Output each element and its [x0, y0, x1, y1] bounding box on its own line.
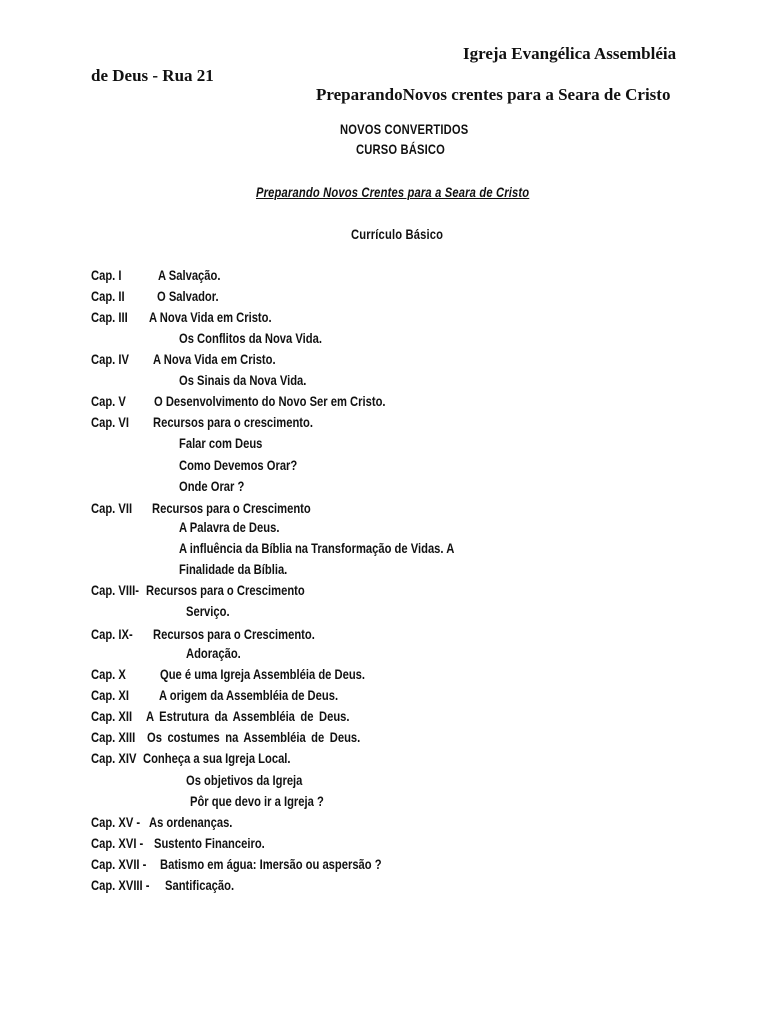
- title-novos-convertidos: NOVOS CONVERTIDOS: [340, 121, 469, 137]
- chapter-subtopic: Onde Orar ?: [179, 478, 245, 494]
- chapter-number: Cap. XVIII -: [91, 877, 150, 893]
- chapter-subtopic: Adoração.: [186, 645, 241, 661]
- chapter-title: A Salvação.: [158, 267, 221, 283]
- chapter-title: Santificação.: [165, 877, 235, 893]
- chapter-subtopic: Como Devemos Orar?: [179, 457, 298, 473]
- chapter-title: A Nova Vida em Cristo.: [149, 309, 272, 325]
- chapter-subtopic: A Palavra de Deus.: [179, 519, 280, 535]
- chapter-number: Cap. XIII: [91, 729, 136, 745]
- church-address: de Deus - Rua 21: [91, 66, 214, 85]
- chapter-title: A Estrutura da Assembléia de Deus.: [146, 708, 350, 724]
- chapter-title: Batismo em água: Imersão ou aspersão ?: [160, 856, 382, 872]
- chapter-title: Recursos para o crescimento.: [153, 414, 313, 430]
- chapter-title: Sustento Financeiro.: [154, 835, 265, 851]
- chapter-number: Cap. XVII -: [91, 856, 147, 872]
- header-slogan: PreparandoNovos crentes para a Seara de Cristo: [316, 85, 671, 104]
- chapter-number: Cap. X: [91, 666, 126, 682]
- title-curso-basico: CURSO BÁSICO: [356, 141, 446, 157]
- chapter-subtopic: Serviço.: [186, 603, 230, 619]
- chapter-title: A Nova Vida em Cristo.: [153, 351, 276, 367]
- chapter-number: Cap. XIV: [91, 750, 137, 766]
- chapter-number: Cap. XVI -: [91, 835, 144, 851]
- chapter-number: Cap. V: [91, 393, 126, 409]
- chapter-subtopic: Finalidade da Bíblia.: [179, 561, 288, 577]
- church-name: Igreja Evangélica Assembléia: [463, 44, 677, 63]
- chapter-number: Cap. II: [91, 288, 125, 304]
- chapter-title: Recursos para o Crescimento.: [153, 626, 315, 642]
- chapter-title: Conheça a sua Igreja Local.: [143, 750, 291, 766]
- chapter-number: Cap. XV -: [91, 814, 141, 830]
- chapter-subtopic: Os Sinais da Nova Vida.: [179, 372, 307, 388]
- chapter-subtopic: A influência da Bíblia na Transformação de Vidas. A: [179, 540, 455, 556]
- subtitle: Preparando Novos Crentes para a Seara de Cristo: [256, 184, 530, 200]
- chapter-subtopic: Falar com Deus: [179, 435, 263, 451]
- chapter-number: Cap. IX-: [91, 626, 133, 642]
- chapter-number: Cap. XII: [91, 708, 133, 724]
- chapter-title: Recursos para o Crescimento: [152, 500, 311, 516]
- section-curriculo: Currículo Básico: [351, 226, 444, 242]
- chapter-number: Cap. III: [91, 309, 128, 325]
- chapter-title: A origem da Assembléia de Deus.: [159, 687, 339, 703]
- chapter-number: Cap. VIII-: [91, 582, 139, 598]
- chapter-number: Cap. IV: [91, 351, 129, 367]
- chapter-subtopic: Os objetivos da Igreja: [186, 772, 303, 788]
- chapter-subtopic: Pôr que devo ir a Igreja ?: [190, 793, 324, 809]
- chapter-title: Os costumes na Assembléia de Deus.: [147, 729, 361, 745]
- chapter-title: O Salvador.: [157, 288, 219, 304]
- chapter-number: Cap. VII: [91, 500, 133, 516]
- chapter-title: Recursos para o Crescimento: [146, 582, 305, 598]
- chapter-title: O Desenvolvimento do Novo Ser em Cristo.: [154, 393, 386, 409]
- chapter-title: Que é uma Igreja Assembléia de Deus.: [160, 666, 366, 682]
- chapter-title: As ordenanças.: [149, 814, 233, 830]
- chapter-number: Cap. VI: [91, 414, 129, 430]
- chapter-subtopic: Os Conflitos da Nova Vida.: [179, 330, 322, 346]
- chapter-number: Cap. XI: [91, 687, 129, 703]
- chapter-number: Cap. I: [91, 267, 122, 283]
